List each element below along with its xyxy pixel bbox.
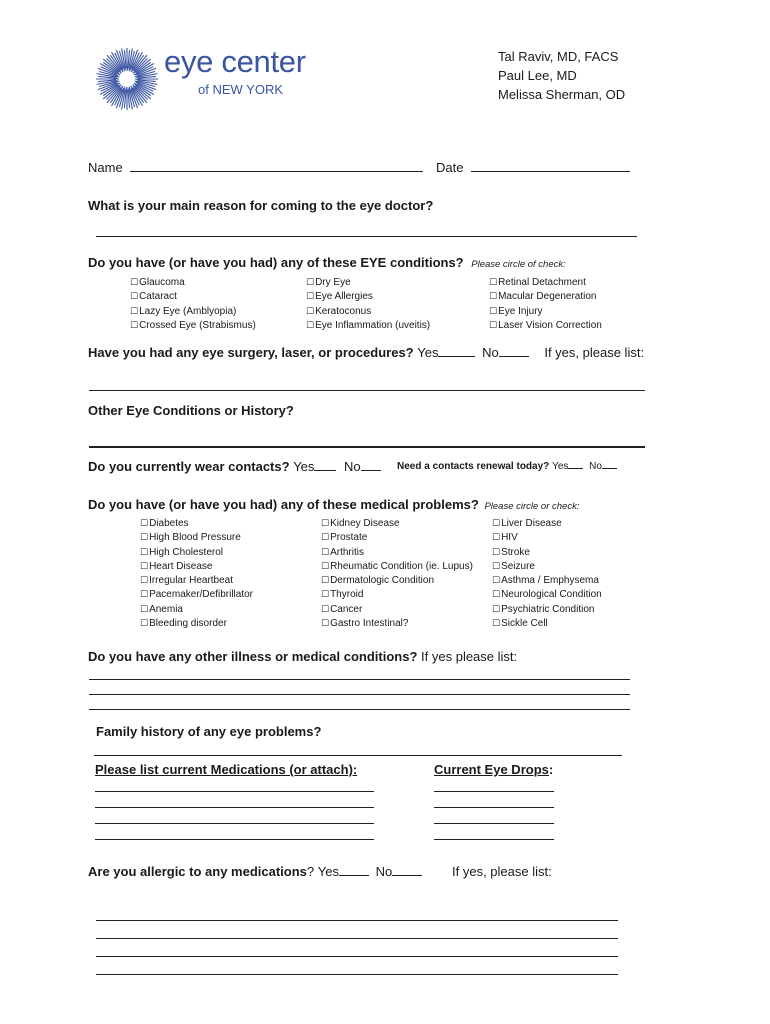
checklist-item[interactable] xyxy=(140,574,253,588)
checklist-item-label: Dermatologic Condition xyxy=(330,575,435,587)
checklist-item-label: Dry Eye xyxy=(315,277,351,288)
allergy-row: Are you allergic to any medications? Yes No xyxy=(88,864,422,879)
other-eye-question: Other Eye Conditions or History? xyxy=(88,403,294,418)
checklist-item-label: Gastro Intestinal? xyxy=(330,618,409,630)
checklist-item[interactable] xyxy=(140,531,253,545)
allergy-question: Are you allergic to any medications xyxy=(88,864,307,879)
contacts-renewal-row xyxy=(397,461,617,472)
eye-conditions-question-text: Do you have (or have you had) any of these EYE conditions? xyxy=(88,255,464,270)
allergy-line[interactable] xyxy=(96,938,618,939)
name-label: Name xyxy=(88,160,123,175)
checklist-item-label: Asthma / Emphysema xyxy=(501,575,599,587)
checklist-item[interactable] xyxy=(489,305,602,319)
checkbox-icon[interactable]: ☐ xyxy=(492,533,501,544)
allergy-yes-line[interactable] xyxy=(339,875,369,876)
checklist-item[interactable] xyxy=(306,290,430,304)
allergy-no-label: No xyxy=(375,864,393,879)
date-label: Date xyxy=(436,160,464,175)
sunburst-logo-icon xyxy=(94,46,160,112)
eye-drops-line[interactable] xyxy=(434,791,554,792)
checklist-item-label: HIV xyxy=(501,532,518,544)
renewal-yes-label: Yes xyxy=(552,461,569,472)
contacts-no-line[interactable] xyxy=(361,470,381,471)
surgery-yes-label: Yes xyxy=(417,345,439,360)
checkbox-icon[interactable]: ☐ xyxy=(140,547,149,558)
surgery-list-label: If yes, please list: xyxy=(544,345,645,360)
surgery-yes-line[interactable] xyxy=(438,356,475,357)
logo-sub-text: of NEW YORK xyxy=(198,82,284,97)
eye-conditions-note: Please circle of check: xyxy=(471,259,566,270)
checklist-item[interactable] xyxy=(130,305,256,319)
checklist-item[interactable] xyxy=(492,517,602,531)
checkbox-icon[interactable]: ☐ xyxy=(130,278,139,288)
checklist-item[interactable] xyxy=(492,574,602,588)
allergy-list-label: If yes, please list: xyxy=(452,864,552,879)
other-illness-list-label: If yes please list: xyxy=(421,649,518,664)
eye-drops-heading: Current Eye Drops: xyxy=(434,762,554,777)
checklist-item[interactable] xyxy=(321,560,473,574)
checkbox-icon[interactable]: ☐ xyxy=(321,576,330,587)
allergy-line[interactable] xyxy=(96,956,618,957)
other-illness-line[interactable] xyxy=(89,679,630,680)
checklist-column xyxy=(489,276,602,333)
renewal-no-label: No xyxy=(589,461,602,472)
checklist-item-label: Sickle Cell xyxy=(501,618,548,630)
medical-question-text: Do you have (or have you had) any of these medical problems? xyxy=(88,497,479,512)
checkbox-icon[interactable]: ☐ xyxy=(489,320,498,331)
checkbox-icon[interactable]: ☐ xyxy=(306,320,315,331)
checklist-item[interactable] xyxy=(140,560,253,574)
checklist-item-label: Anemia xyxy=(149,603,183,615)
checklist-item[interactable] xyxy=(321,588,473,602)
checklist-item-label: Keratoconus xyxy=(315,305,372,317)
checklist-item-label: Lazy Eye (Amblyopia) xyxy=(139,305,237,317)
checklist-item-label: Eye Injury xyxy=(498,305,543,317)
contacts-row xyxy=(88,459,381,474)
contacts-question: Do you currently wear contacts? xyxy=(88,459,290,474)
surgery-no-label: No xyxy=(482,345,499,360)
checklist-item[interactable] xyxy=(140,588,253,602)
checkbox-icon[interactable]: ☐ xyxy=(140,533,149,544)
checkbox-icon[interactable]: ☐ xyxy=(140,519,149,529)
checkbox-icon[interactable]: ☐ xyxy=(306,306,315,317)
checklist-item[interactable] xyxy=(492,617,602,631)
checklist-item-label: Neurological Condition xyxy=(501,589,602,601)
surgery-no-line[interactable] xyxy=(499,356,529,357)
eye-drops-line[interactable] xyxy=(434,807,554,808)
family-history-question: Family history of any eye problems? xyxy=(96,724,322,739)
checklist-item[interactable] xyxy=(130,319,256,333)
checklist-item-label: Heart Disease xyxy=(149,560,213,572)
contacts-no-label: No xyxy=(344,459,361,474)
checklist-item-label: Laser Vision Correction xyxy=(498,319,602,331)
checklist-item[interactable] xyxy=(492,560,602,574)
medications-label: Please list current Medications (or attach): xyxy=(95,762,358,777)
medical-question xyxy=(88,497,579,512)
doctor-name: Tal Raviv, MD, FACS xyxy=(498,49,619,64)
checkbox-icon[interactable]: ☐ xyxy=(140,604,149,615)
checklist-item-label: Eye Allergies xyxy=(315,291,373,303)
checkbox-icon[interactable]: ☐ xyxy=(306,292,315,303)
renewal-yes-line[interactable] xyxy=(568,468,583,469)
date-line[interactable] xyxy=(471,171,630,172)
date-field[interactable] xyxy=(436,160,630,175)
checkbox-icon[interactable]: ☐ xyxy=(489,292,498,303)
surgery-question: Have you had any eye surgery, laser, or procedures? xyxy=(88,345,414,360)
checkbox-icon[interactable]: ☐ xyxy=(321,547,330,558)
checklist-column xyxy=(492,517,602,631)
doctor-name: Melissa Sherman, OD xyxy=(498,87,626,102)
doctor-name: Paul Lee, MD xyxy=(498,68,577,83)
checklist-item-label: Retinal Detachment xyxy=(498,277,586,288)
checkbox-icon[interactable]: ☐ xyxy=(321,519,330,529)
checklist-item-label: High Cholesterol xyxy=(149,546,224,558)
checklist-item-label: Bleeding disorder xyxy=(149,618,227,630)
checkbox-icon[interactable]: ☐ xyxy=(130,292,139,303)
checklist-item-label: Liver Disease xyxy=(501,518,562,529)
checklist-item[interactable] xyxy=(140,546,253,560)
checkbox-icon[interactable]: ☐ xyxy=(140,619,149,630)
name-field[interactable] xyxy=(88,160,423,175)
checklist-item-label: Rheumatic Condition (ie. Lupus) xyxy=(330,560,473,572)
checkbox-icon[interactable]: ☐ xyxy=(492,619,501,630)
checklist-item[interactable] xyxy=(492,531,602,545)
checkbox-icon[interactable]: ☐ xyxy=(492,604,501,615)
checklist-item[interactable] xyxy=(321,617,473,631)
checklist-item[interactable] xyxy=(489,319,602,333)
checklist-item[interactable] xyxy=(306,305,430,319)
checklist-item-label: Thyroid xyxy=(330,589,364,601)
checkbox-icon[interactable]: ☐ xyxy=(321,590,330,601)
medical-note: Please circle or check: xyxy=(484,501,580,512)
checklist-item-label: Cataract xyxy=(139,291,177,303)
logo xyxy=(94,46,344,110)
checkbox-icon[interactable]: ☐ xyxy=(492,561,501,572)
checklist-item-label: Seizure xyxy=(501,560,535,572)
checklist-item[interactable] xyxy=(321,531,473,545)
reason-line[interactable] xyxy=(96,236,637,237)
checklist-column xyxy=(321,517,473,631)
checklist-item-label: Pacemaker/Defibrillator xyxy=(149,589,254,601)
checklist-item-label: High Blood Pressure xyxy=(149,532,241,544)
surgery-question-row xyxy=(88,345,644,360)
checkbox-icon[interactable]: ☐ xyxy=(130,320,139,331)
contacts-yes-label: Yes xyxy=(293,459,315,474)
doctor-list xyxy=(498,47,625,104)
allergy-line[interactable] xyxy=(96,920,618,921)
checklist-item-label: Stroke xyxy=(501,546,530,558)
logo-main-text: eye center xyxy=(164,44,306,79)
checklist-item[interactable] xyxy=(321,546,473,560)
checkbox-icon[interactable]: ☐ xyxy=(140,590,149,601)
allergy-line[interactable] xyxy=(96,974,618,975)
checklist-item[interactable] xyxy=(140,517,253,531)
checklist-item-label: Kidney Disease xyxy=(330,518,400,529)
checkbox-icon[interactable]: ☐ xyxy=(306,278,315,288)
checkbox-icon[interactable]: ☐ xyxy=(492,519,501,529)
allergy-no-line[interactable] xyxy=(392,875,422,876)
medication-line[interactable] xyxy=(95,807,374,808)
checkbox-icon[interactable]: ☐ xyxy=(140,576,149,587)
checkbox-icon[interactable]: ☐ xyxy=(489,278,498,288)
checklist-item[interactable] xyxy=(492,546,602,560)
checklist-item-label: Eye Inflammation (uveitis) xyxy=(315,319,431,331)
checklist-item[interactable] xyxy=(489,276,602,290)
renewal-question: Need a contacts renewal today? xyxy=(397,461,550,472)
medication-line[interactable] xyxy=(95,839,374,840)
checklist-item[interactable] xyxy=(306,276,430,290)
checklist-item-label: Prostate xyxy=(330,532,368,544)
checklist-item[interactable] xyxy=(492,588,602,602)
checklist-item-label: Macular Degeneration xyxy=(498,291,597,303)
checkbox-icon[interactable]: ☐ xyxy=(140,561,149,572)
checklist-item[interactable] xyxy=(321,517,473,531)
checkbox-icon[interactable]: ☐ xyxy=(492,590,501,601)
other-illness-question: Do you have any other illness or medical conditions? xyxy=(88,649,418,664)
reason-question: What is your main reason for coming to the eye doctor? xyxy=(88,198,434,213)
checklist-item[interactable] xyxy=(140,603,253,617)
checklist-item[interactable] xyxy=(130,290,256,304)
checkbox-icon[interactable]: ☐ xyxy=(321,561,330,572)
allergy-yes-label: Yes xyxy=(317,864,339,879)
checklist-column xyxy=(306,276,430,333)
checklist-item-label: Arthritis xyxy=(330,546,364,558)
checkbox-icon[interactable]: ☐ xyxy=(321,604,330,615)
checkbox-icon[interactable]: ☐ xyxy=(321,619,330,630)
checklist-column xyxy=(130,276,256,333)
checklist-item[interactable] xyxy=(140,617,253,631)
checkbox-icon[interactable]: ☐ xyxy=(492,576,501,587)
checklist-item[interactable] xyxy=(321,603,473,617)
other-eye-line[interactable] xyxy=(89,446,645,448)
family-history-line[interactable] xyxy=(94,755,622,756)
surgery-list-line[interactable] xyxy=(89,390,645,391)
checklist-item[interactable] xyxy=(130,276,256,290)
checklist-column xyxy=(140,517,253,631)
checkbox-icon[interactable]: ☐ xyxy=(489,306,498,317)
checkbox-icon[interactable]: ☐ xyxy=(130,306,139,317)
renewal-no-line[interactable] xyxy=(602,468,617,469)
medication-line[interactable] xyxy=(95,791,374,792)
checklist-item[interactable] xyxy=(492,603,602,617)
checklist-item-label: Psychiatric Condition xyxy=(501,603,595,615)
checkbox-icon[interactable]: ☐ xyxy=(321,533,330,544)
checklist-item-label: Crossed Eye (Strabismus) xyxy=(139,319,256,331)
eye-drops-label: Current Eye Drops xyxy=(434,762,549,777)
checklist-item[interactable] xyxy=(306,319,430,333)
other-illness-line[interactable] xyxy=(89,694,630,695)
checklist-item-label: Irregular Heartbeat xyxy=(149,575,234,587)
eye-drops-line[interactable] xyxy=(434,823,554,824)
other-illness-row xyxy=(88,649,517,664)
checklist-item-label: Diabetes xyxy=(149,518,189,529)
name-line[interactable] xyxy=(130,171,423,172)
other-illness-line[interactable] xyxy=(89,709,630,710)
checklist-item-label: Cancer xyxy=(330,603,363,615)
eye-drops-line[interactable] xyxy=(434,839,554,840)
checklist-item-label: Glaucoma xyxy=(139,277,185,288)
checklist-item[interactable] xyxy=(321,574,473,588)
checklist-item[interactable] xyxy=(489,290,602,304)
medication-line[interactable] xyxy=(95,823,374,824)
checkbox-icon[interactable]: ☐ xyxy=(492,547,501,558)
contacts-yes-line[interactable] xyxy=(314,470,336,471)
eye-conditions-question xyxy=(88,255,566,270)
